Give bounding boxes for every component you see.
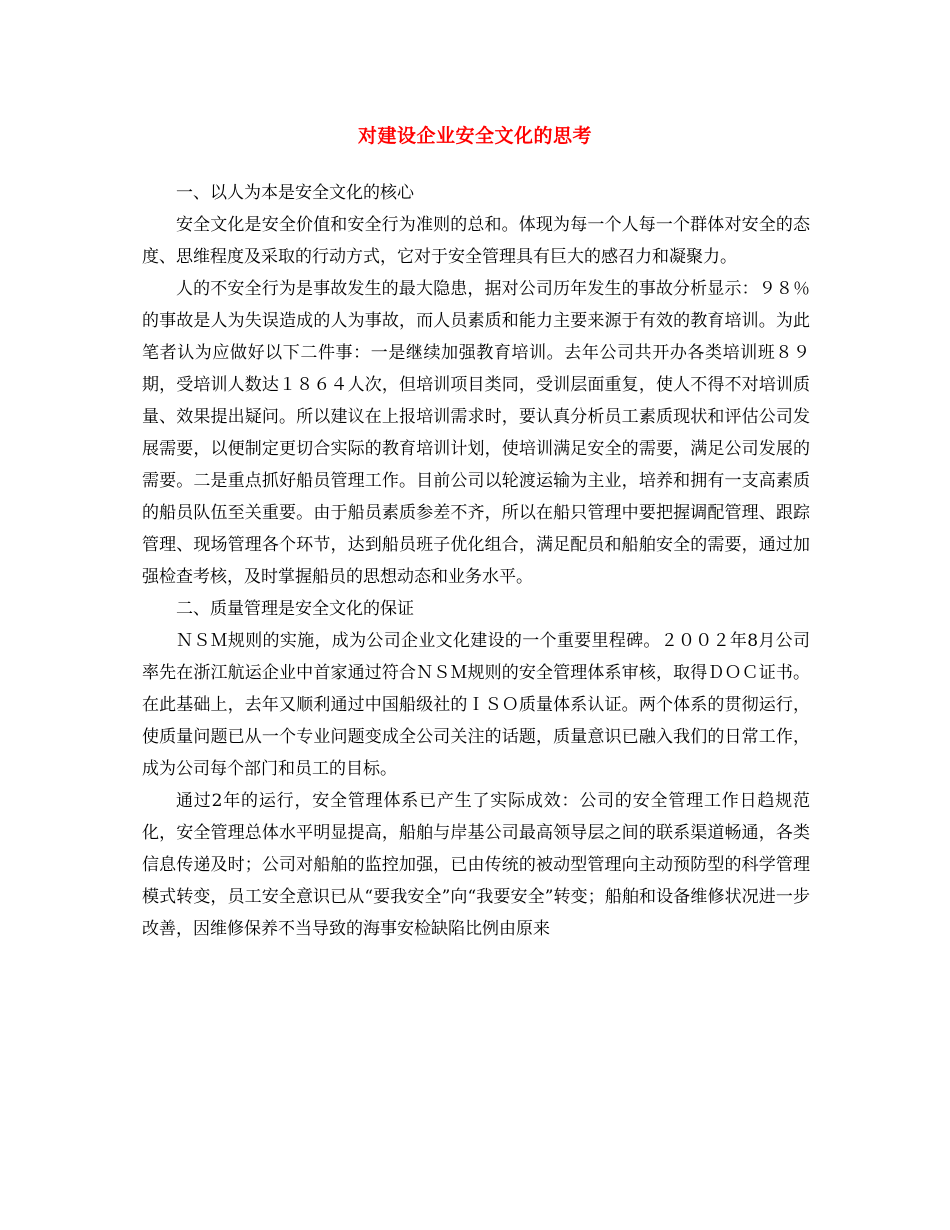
paragraph-two-year-results: 通过2年的运行，安全管理体系已产生了实际成效：公司的安全管理工作日趋规范化，安全管理总体水平明显提高，船舶与岸基公司最高领导层之间的联系渠道畅通，各类信息传递及时；公司对船舶的监控加强，已由传统的被动型管理向主动预防型的科学管理模式转变，员工安全意识已从“要我安全”向“我要安全”转变；船舶和设备维修状况进一步改善，因维修保养不当导致的海事安检缺陷比例由原来 [142,791,810,939]
document-body [142,177,810,945]
paragraph-unsafe-behavior-training: 人的不安全行为是事故发生的最大隐患，据对公司历年发生的事故分析显示：９８％的事故是人为失误造成的人为事故，而人员素质和能力主要来源于有效的教育培训。为此笔者认为应做好以下二件事：一是继续加强教育培训。去年公司共开办各类培训班８９期，受培训人数达１８６４人次，但培训项目类同，受训层面重复，使人不得不对培训质量、效果提出疑问。所以建议在上报培训需求时，要认真分析员工素质现状和评估公司发展需要，以便制定更切合实际的教育培训计划，使培训满足安全的需要，满足公司发展的需要。二是重点抓好船员管理工作。目前公司以轮渡运输为主业，培养和拥有一支高素质的船员队伍至关重要。由于船员素质参差不齐，所以在船只管理中要把握调配管理、跟踪管理、现场管理各个环节，达到船员班子优化组合，满足配员和船舶安全的需要，通过加强检查考核，及时掌握船员的思想动态和业务水平。 [142,279,810,587]
section-heading-1: 一、以人为本是安全文化的核心 [176,183,414,203]
paragraph-nsm-iso: ＮＳＭ规则的实施，成为公司企业文化建设的一个重要里程碑。２００２年8月公司率先在浙江航运企业中首家通过符合ＮＳＭ规则的安全管理体系审核，取得ＤＯＣ证书。在此基础上，去年又顺利通过中国船级社的ＩＳＯ质量体系认证。两个体系的贯彻运行，使质量问题已从一个专业问题变成全公司关注的话题，质量意识已融入我们的日常工作，成为公司每个部门和员工的目标。 [142,631,810,779]
section-heading-2: 二、质量管理是安全文化的保证 [176,599,414,619]
document-title: 对建设企业安全文化的思考 [357,125,592,147]
paragraph-safety-culture-definition: 安全文化是安全价值和安全行为准则的总和。体现为每一个人每一个群体对安全的态度、思维程度及采取的行动方式，它对于安全管理具有巨大的感召力和凝聚力。 [142,215,810,267]
